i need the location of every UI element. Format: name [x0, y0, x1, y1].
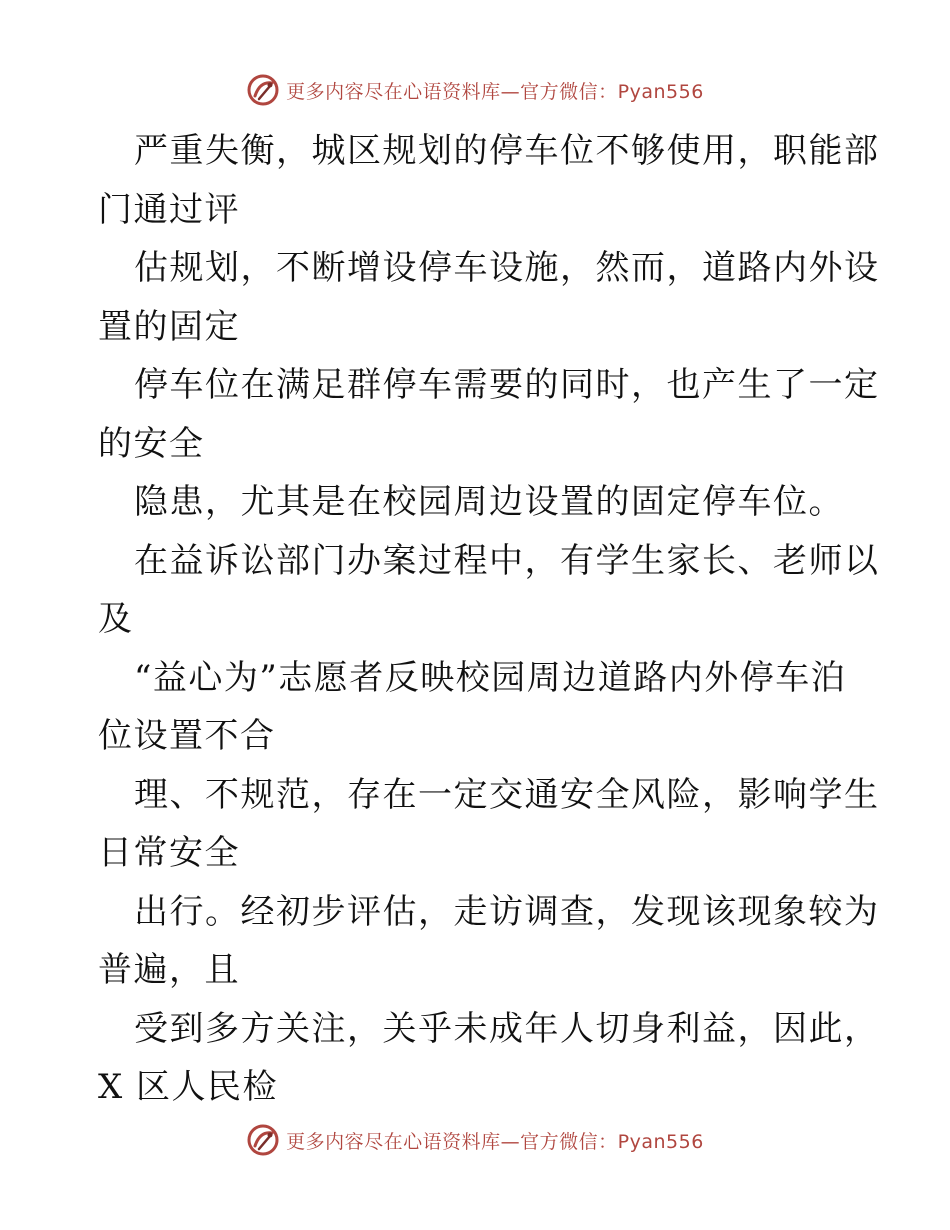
paragraph-line: 的安全: [98, 423, 205, 464]
paragraph-line: “益心为”志愿者反映校园周边道路内外停车泊: [134, 657, 847, 698]
paragraph-line: 及: [98, 599, 134, 639]
brand-logo-icon: [246, 1123, 280, 1157]
brand-logo-icon: [246, 73, 280, 107]
paragraph: [98, 239, 880, 356]
paragraph: [98, 532, 880, 649]
paragraph: [98, 883, 880, 1000]
paragraph-line: 置的固定: [98, 306, 240, 347]
document-body: [98, 122, 880, 1117]
header-banner-text: 更多内容尽在心语资料库—官方微信：Pyan556: [286, 80, 704, 103]
paragraph-line: 受到多方关注，关乎未成年人切身利益，因此，: [134, 1008, 880, 1049]
footer-banner: [0, 1120, 950, 1160]
paragraph: [98, 122, 880, 239]
paragraph: [98, 473, 858, 532]
paragraph-line: 隐患，尤其是在校园周边设置的固定停车位。: [134, 482, 844, 522]
paragraph-line: 门通过评: [98, 189, 240, 230]
paragraph-line: 理、不规范，存在一定交通安全风险，影响学生: [134, 774, 880, 815]
paragraph: [98, 356, 880, 473]
paragraph-line: 在益诉讼部门办案过程中，有学生家长、老师以: [134, 540, 880, 581]
header-banner: [0, 70, 950, 110]
paragraph-line: 严重失衡，城区规划的停车位不够使用，职能部: [134, 131, 880, 171]
paragraph-line: 日常安全: [98, 833, 240, 873]
paragraph-line: 位设置不合: [98, 716, 276, 756]
paragraph-line: 普遍，且: [98, 950, 240, 990]
paragraph-line: 停车位在满足群停车需要的同时，也产生了一定: [134, 365, 880, 405]
paragraph-line: 估规划，不断增设停车设施，然而，道路内外设: [134, 248, 880, 288]
footer-banner-text: 更多内容尽在心语资料库—官方微信：Pyan556: [286, 1130, 704, 1153]
paragraph: [98, 766, 880, 883]
paragraph-line: 出行。经初步评估，走访调查，发现该现象较为: [134, 891, 880, 932]
paragraph-line: X 区人民检: [98, 1067, 279, 1107]
paragraph: [98, 649, 858, 766]
paragraph: [98, 1000, 880, 1117]
